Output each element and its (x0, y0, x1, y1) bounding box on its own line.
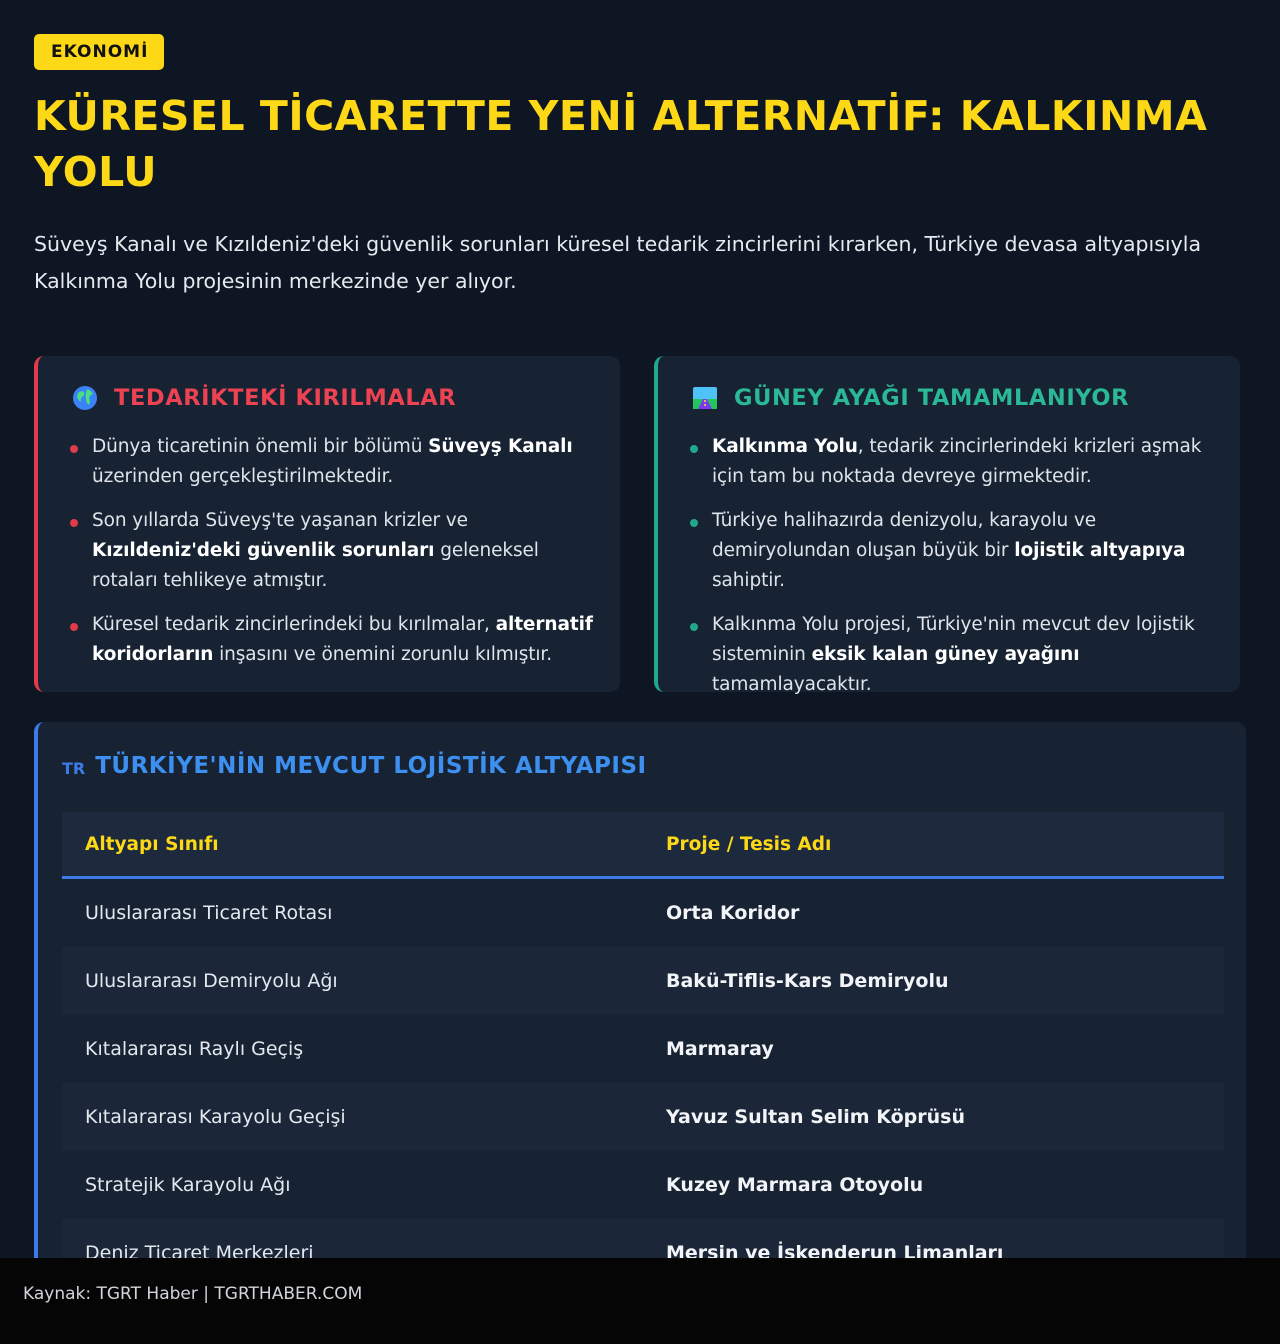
list-item: Kalkınma Yolu projesi, Türkiye'nin mevcut dev lojistik sisteminin eksik kalan güney ayağını tamamlayacaktır. (690, 610, 1218, 700)
cell-project: Bakü-Tiflis-Kars Demiryolu (643, 947, 1224, 1015)
table-row (62, 1151, 1224, 1219)
card-header (690, 382, 1218, 414)
cell-class: Uluslararası Ticaret Rotası (85, 902, 333, 924)
list-item: Son yıllarda Süveyş'te yaşanan krizler ve Kızıldeniz'deki güvenlik sorunları geleneksel rotaları tehlikeye atmıştır. (70, 506, 598, 596)
column-header-class: Altyapı Sınıfı (62, 812, 643, 878)
card-heading: TEDARİKTEKİ KIRILMALAR (114, 385, 457, 411)
lead-paragraph: Süveyş Kanalı ve Kızıldeniz'deki güvenlik sorunları küresel tedarik zincirlerini kırarken, Türkiye devasa altyapısıyla Kalkınma Yolu projesinin merkezinde yer alıyor. (34, 232, 1202, 293)
card-header (70, 382, 598, 414)
table-row (62, 1083, 1224, 1151)
infrastructure-table (62, 812, 1224, 1258)
section-header (62, 750, 1224, 782)
source-footer: Kaynak: TGRT Haber | TGRTHABER.COM (0, 1258, 1280, 1344)
bullet-list (690, 432, 1218, 700)
cell-class: Uluslararası Demiryolu Ağı (62, 947, 643, 1015)
cell-class: Stratejik Karayolu Ağı (85, 1174, 291, 1196)
flag-tr-icon: TR (62, 758, 86, 778)
table-row (62, 1015, 1224, 1083)
table-row (62, 878, 1224, 948)
cell-project: Kuzey Marmara Otoyolu (666, 1174, 924, 1196)
cell-class: Kıtalararası Raylı Geçiş (85, 1038, 304, 1060)
cell-project: Mersin ve İskenderun Limanları (643, 1219, 1224, 1258)
globe-icon (70, 383, 100, 413)
cell-project: Marmaray (666, 1038, 774, 1060)
section-heading: TÜRKİYE'NİN MEVCUT LOJİSTİK ALTYAPISI (95, 753, 647, 779)
cell-project: Yavuz Sultan Selim Köprüsü (643, 1083, 1224, 1151)
supply-disruptions-card (34, 356, 620, 692)
cell-class: Kıtalararası Karayolu Geçişi (62, 1083, 643, 1151)
list-item: Kalkınma Yolu, tedarik zincirlerindeki krizleri aşmak için tam bu noktada devreye girmektedir. (690, 432, 1218, 492)
card-heading: GÜNEY AYAĞI TAMAMLANIYOR (734, 385, 1130, 411)
table-header-row (62, 812, 1224, 878)
road-icon (690, 383, 720, 413)
logistics-infrastructure-section (34, 722, 1246, 1258)
list-item: Türkiye halihazırda denizyolu, karayolu ve demiryolundan oluşan büyük bir lojistik altyapıya sahiptir. (690, 506, 1218, 596)
list-item: Dünya ticaretinin önemli bir bölümü Süveyş Kanalı üzerinden gerçekleştirilmektedir. (70, 432, 598, 492)
page-title: KÜRESEL TİCARETTE YENİ ALTERNATİF: KALKINMA YOLU (34, 92, 1208, 196)
cell-class: Deniz Ticaret Merkezleri (62, 1219, 643, 1258)
column-header-project: Proje / Tesis Adı (643, 812, 1224, 878)
bullet-list (70, 432, 598, 670)
southern-leg-card (654, 356, 1240, 695)
table-row (62, 1219, 1224, 1258)
table-row (62, 947, 1224, 1015)
cell-project: Orta Koridor (666, 902, 800, 924)
category-tag: EKONOMİ (34, 34, 164, 70)
list-item: Küresel tedarik zincirlerindeki bu kırılmalar, alternatif koridorların inşasını ve önemini zorunlu kılmıştır. (70, 610, 598, 670)
